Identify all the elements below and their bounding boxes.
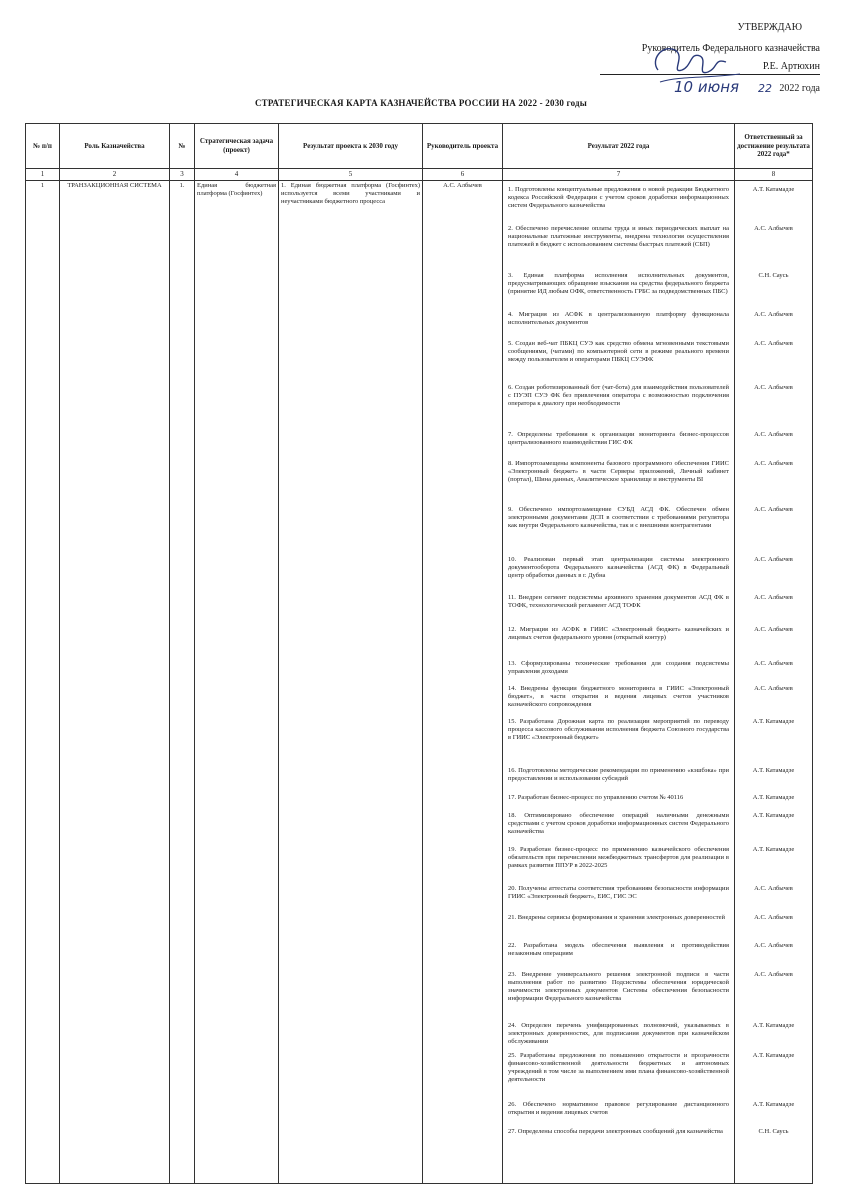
table-row	[26, 180, 813, 1183]
result-2022-item: 25. Разработаны предложения по повышению открытости и прозрачности финансово-хозяйственной деятельности бюджетных и автономных учреждений в том числе за выполнением ими плана финансово-хозяйственной деятельности	[508, 1051, 729, 1084]
responsible-item: А.С. Албычев	[754, 970, 793, 978]
header-cell: № п/п	[26, 124, 60, 169]
role-cell: ТРАНЗАКЦИОННАЯ СИСТЕМА	[60, 180, 170, 1183]
result-2022-item: 4. Миграция из АСФК в централизованную платформу функционала исполнительных документов	[508, 310, 729, 326]
responsible-item: А.С. Албычев	[754, 310, 793, 318]
result-2022-item: 10. Реализован первый этап централизации системы электронного документооборота Федерального казначейства (АСД ФК) в Федеральный центр обработки данных в г. Дубна	[508, 555, 729, 579]
responsible-item: А.Т. Катамадзе	[752, 793, 795, 801]
header-cell: Ответственный за достижение результата 2022 года*	[735, 124, 813, 169]
svg-text:22: 22	[758, 82, 772, 95]
responsible-item: А.Т. Катамадзе	[752, 1100, 795, 1108]
svg-text:10 июня: 10 июня	[674, 78, 740, 96]
responsible-item: А.Т. Катамадзе	[752, 185, 795, 193]
responsible-item: А.С. Албычев	[754, 884, 793, 892]
result-2022-item: 24. Определен перечень унифицированных полномочий, указываемых в электронных доверенностях, для подписания документов при казначейском обслуживании	[508, 1021, 729, 1045]
result-2030-cell: 1. Единая бюджетная платформа (Госфинтех) используется всеми участниками и неучастниками бюджетного процесса	[279, 180, 423, 1183]
responsible-item: А.Т. Катамадзе	[752, 1021, 795, 1029]
responsible-item: А.С. Албычев	[754, 224, 793, 232]
task-number: 1.	[170, 180, 195, 1183]
column-number: 1	[26, 169, 60, 181]
column-number: 3	[170, 169, 195, 181]
column-number: 7	[503, 169, 735, 181]
result-2022-item: 18. Оптимизировано обеспечение операций наличными денежными средствами с учетом сроков доработки информационных систем Федерального казначейства	[508, 811, 729, 835]
responsible-item: А.С. Албычев	[754, 430, 793, 438]
approval-date: 2022 года	[779, 83, 820, 94]
result-2022-item: 2. Обеспечено перечисление оплаты труда и иных периодических выплат на национальные платежные инструменты, внедрена технология осуществления платежей в бюджет с использованием системы быстрых платежей (СБП)	[508, 224, 729, 248]
approval-name: Р.Е. Артюхин	[600, 61, 820, 75]
responsible-item: А.С. Албычев	[754, 505, 793, 513]
responsible-item: А.С. Албычев	[754, 383, 793, 391]
header-cell: №	[170, 124, 195, 169]
approval-position: Руководитель Федерального казначейства	[641, 43, 820, 54]
responsible-item: С.Н. Саусь	[758, 271, 789, 279]
header-cell: Руководитель проекта	[423, 124, 503, 169]
responsible-item: С.Н. Саусь	[758, 1127, 789, 1135]
result-2022-item: 13. Сформулированы технические требования для создания подсистемы управления доходами	[508, 659, 729, 675]
table-header-row	[26, 124, 813, 169]
leader-cell: А.С. Албычев	[423, 180, 503, 1183]
result-2022-item: 16. Подготовлены методические рекомендации по применению «кэшбэка» при предоставлении и использовании субсидий	[508, 766, 729, 782]
result-2022-item: 7. Определены требования к организации мониторинга бизнес-процессов централизованного взаимодействия ГИС ФК	[508, 430, 729, 446]
column-number: 8	[735, 169, 813, 181]
responsible-item: А.Т. Катамадзе	[752, 766, 795, 774]
column-number-row	[26, 169, 813, 181]
result-2022-item: 5. Создан веб-чат ПБКЦ СУЭ как средство обмена мгновенными текстовыми сообщениями, (чатами) по компьютерной сети в режиме реального времени между пользователем и операторами ПБКЦ СУЭФК	[508, 339, 729, 363]
column-number: 2	[60, 169, 170, 181]
result-2022-item: 6. Создан роботизированный бот (чат-бота) для взаимодействия пользователей с ПУЭП СУЭ ФК без привлечения оператора с возможностью подключения оператора к диалогу при необходимости	[508, 383, 729, 407]
result-2022-item: 14. Внедрены функции бюджетного мониторинга в ГИИС «Электронный бюджет», в части открытия и ведения лицевых счетов участников казначейского сопровождения	[508, 684, 729, 708]
result-2022-item: 27. Определены способы передачи электронных сообщений для казначейства	[508, 1127, 723, 1135]
result-2022-item: 3. Единая платформа исполнения исполнительных документов, предусматривающих обращение взыскания на средства федерального бюджета (принятие ИД любым ОФК, ответственность ГРБС за подведомственных ПБС)	[508, 271, 729, 295]
result-2022-item: 17. Разработан бизнес-процесс по управлению счетом № 40116	[508, 793, 684, 801]
task-cell: Единая бюджетная платформа (Госфинтех)	[195, 180, 279, 1183]
approval-block	[600, 22, 820, 95]
result-2022-item: 15. Разработана Дорожная карта по реализации мероприятий по переводу процесса кассового обслуживания исполнения бюджета Союзного государства в ГИИС «Электронный бюджет»	[508, 717, 729, 741]
header-cell: Стратегическая задача (проект)	[195, 124, 279, 169]
column-number: 5	[279, 169, 423, 181]
header-cell: Роль Казначейства	[60, 124, 170, 169]
responsible-item: А.С. Албычев	[754, 555, 793, 563]
row-number: 1	[26, 180, 60, 1183]
responsible-item: А.С. Албычев	[754, 913, 793, 921]
column-number: 6	[423, 169, 503, 181]
result-2022-item: 1. Подготовлены концептуальные предложения о новой редакции Бюджетного кодекса Российской Федерации с учетом сроков доработки информационных систем Федерального казначейства	[508, 185, 729, 209]
header-cell: Результат 2022 года	[503, 124, 735, 169]
result-2022-item: 11. Внедрен сегмент подсистемы архивного хранения документов АСД ФК в ТОФК, технологический регламент АСД ТОФК	[508, 593, 729, 609]
responsible-item: А.Т. Катамадзе	[752, 845, 795, 853]
responsible-item: А.С. Албычев	[754, 659, 793, 667]
result-2022-item: 9. Обеспечено импортозамещение СУБД АСД ФК. Обеспечен обмен электронными документами ДСП в соответствии с требованиями регулятора как внутри Федерального казначейства, так и с внешними контрагентами	[508, 505, 729, 529]
column-number: 4	[195, 169, 279, 181]
results-2022-cell	[503, 180, 735, 1183]
result-2022-item: 22. Разработана модель обеспечения выявления и противодействия незаконным операциям	[508, 941, 729, 957]
responsible-cell	[735, 180, 813, 1183]
result-2022-item: 8. Импортозамещены компоненты базового программного обеспечения ГИИС «Электронный бюджет» в части Серверы приложений, Личный кабинет (портал), Шина данных, Аналитическое хранилище и инструменты BI	[508, 459, 729, 483]
responsible-item: А.С. Албычев	[754, 459, 793, 467]
result-2022-item: 26. Обеспечено нормативное правовое регулирование дистанционного открытия и ведения лицевых счетов	[508, 1100, 729, 1116]
result-2022-item: 19. Разработан бизнес-процесс по применению казначейского обеспечения обязательств при перечислении межбюджетных трансфертов для реализации в рамках развития ППУР в 2022-2025	[508, 845, 729, 869]
responsible-item: А.С. Албычев	[754, 625, 793, 633]
result-2022-item: 23. Внедрение универсального решения электронной подписи в части выполнения работ по развитию Подсистемы обеспечения юридической значимости электронных документов Системы обеспечения безопасности информации Федерального казначейства	[508, 970, 729, 1003]
responsible-item: А.С. Албычев	[754, 339, 793, 347]
approval-title: УТВЕРЖДАЮ	[737, 22, 802, 33]
header-cell: Результат проекта к 2030 году	[279, 124, 423, 169]
result-2022-item: 12. Миграция из АСФК в ГИИС «Электронный бюджет» казначейских и лицевых счетов федерального уровня (открытый контур)	[508, 625, 729, 641]
strategy-table	[25, 123, 813, 1184]
responsible-item: А.С. Албычев	[754, 684, 793, 692]
responsible-item: А.Т. Катамадзе	[752, 811, 795, 819]
result-2022-item: 21. Внедрены сервисы формирования и хранения электронных доверенностей	[508, 913, 725, 921]
document-title: СТРАТЕГИЧЕСКАЯ КАРТА КАЗНАЧЕЙСТВА РОССИИ НА 2022 - 2030 годы	[254, 98, 588, 108]
responsible-item: А.Т. Катамадзе	[752, 1051, 795, 1059]
responsible-item: А.С. Албычев	[754, 593, 793, 601]
result-2022-item: 20. Получены аттестаты соответствия требованиям безопасности информации ГИИС «Электронный бюджет», ЕИС, ГИС ЭС	[508, 884, 729, 900]
responsible-item: А.Т. Катамадзе	[752, 717, 795, 725]
responsible-item: А.С. Албычев	[754, 941, 793, 949]
